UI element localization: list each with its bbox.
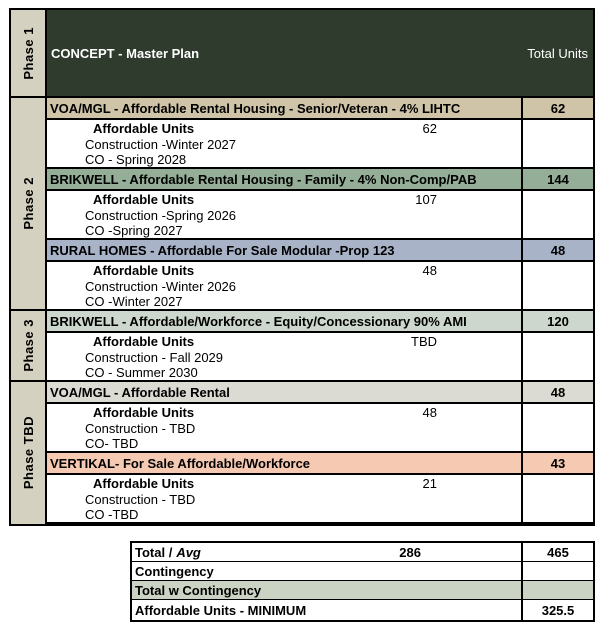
construction-date: Construction -Winter 2026 — [85, 278, 237, 294]
project-detail-row — [47, 475, 593, 524]
project-details — [47, 120, 521, 167]
table-header-row — [47, 10, 593, 98]
project-name: BRIKWELL - Affordable Rental Housing - Family - 4% Non-Comp/PAB — [50, 171, 477, 187]
affordable-units-value: 62 — [422, 121, 437, 136]
project-details — [47, 404, 521, 451]
affordable-units-value: 48 — [422, 263, 437, 278]
total-units-cell-empty — [521, 120, 593, 167]
project-row — [47, 98, 593, 120]
project-detail-row — [47, 262, 593, 311]
affordable-units-label: Affordable Units — [93, 334, 195, 349]
project-name: VOA/MGL - Affordable Rental Housing - Senior/Veteran - 4% LIHTC — [50, 100, 461, 116]
co-date: CO -Winter 2027 — [85, 294, 183, 309]
affordable-units-value: TBD — [411, 334, 437, 349]
construction-date: Construction - TBD — [85, 420, 196, 436]
phase-cell-1 — [11, 10, 45, 98]
total-w-contingency-label: Total w Contingency — [135, 582, 262, 598]
project-detail-row — [47, 120, 593, 169]
total-units-cell-empty — [521, 404, 593, 451]
project-detail-row — [47, 404, 593, 453]
project-row — [47, 169, 593, 191]
summary-affordable-minimum — [132, 603, 521, 618]
total-units-grand-total: 465 — [521, 543, 593, 561]
summary-total-w-contingency — [132, 583, 521, 598]
project-name: VOA/MGL - Affordable Rental — [50, 384, 230, 400]
avg-label-italic: Avg — [176, 544, 201, 560]
affordable-units-label: Affordable Units — [93, 192, 195, 207]
project-details — [47, 262, 521, 309]
master-plan-table — [9, 8, 595, 526]
project-total-units: 48 — [521, 240, 593, 260]
affordable-minimum-label: Affordable Units - MINIMUM — [135, 602, 307, 618]
affordable-units-value: 107 — [415, 192, 437, 207]
project-total-units: 62 — [521, 98, 593, 118]
total-w-contingency-total-units — [521, 581, 593, 599]
total-units-cell-empty — [521, 191, 593, 238]
total-units-column-header: Total Units — [527, 45, 588, 61]
construction-date: Construction -Spring 2026 — [85, 207, 237, 223]
contingency-total-units — [521, 562, 593, 580]
total-affordable-value: 286 — [399, 544, 421, 560]
total-units-cell-empty — [521, 333, 593, 380]
affordable-units-label: Affordable Units — [93, 263, 195, 278]
construction-date: Construction - Fall 2029 — [85, 349, 224, 365]
project-detail-row — [47, 191, 593, 240]
project-total-units: 48 — [521, 382, 593, 402]
project-details — [47, 191, 521, 238]
contingency-label: Contingency — [135, 563, 214, 579]
affordable-units-label: Affordable Units — [93, 405, 195, 420]
summary-row-total-w-contingency — [132, 581, 593, 600]
project-details — [47, 333, 521, 380]
phase-cell-3 — [11, 311, 45, 382]
affordable-units-label: Affordable Units — [93, 476, 195, 491]
project-detail-row — [47, 333, 593, 382]
phase-column — [11, 10, 47, 524]
project-total-units: 43 — [521, 453, 593, 473]
page-title: CONCEPT - Master Plan — [51, 45, 200, 61]
summary-row-total-avg — [132, 543, 593, 562]
phase-tbd-label: Phase TBD — [20, 416, 36, 490]
co-date: CO - Spring 2028 — [85, 152, 187, 167]
phase-2-label: Phase 2 — [20, 177, 36, 230]
construction-date: Construction -Winter 2027 — [85, 136, 237, 152]
project-name: RURAL HOMES - Affordable For Sale Modular -Prop 123 — [50, 242, 395, 258]
summary-row-affordable-minimum — [132, 600, 593, 620]
phase-cell-tbd — [11, 382, 45, 524]
construction-date: Construction - TBD — [85, 491, 196, 507]
project-name: VERTIKAL- For Sale Affordable/Workforce — [50, 455, 311, 471]
co-date: CO - Summer 2030 — [85, 365, 198, 380]
table-content — [47, 10, 593, 524]
co-date: CO -TBD — [85, 507, 139, 522]
project-name: BRIKWELL - Affordable/Workforce - Equity/Concessionary 90% AMI — [50, 313, 467, 329]
summary-row-contingency — [132, 562, 593, 581]
co-date: CO- TBD — [85, 436, 139, 451]
phase-1-label: Phase 1 — [20, 26, 36, 80]
project-row — [47, 453, 593, 475]
project-total-units: 120 — [521, 311, 593, 331]
total-units-cell-empty — [521, 475, 593, 522]
project-row — [47, 240, 593, 262]
affordable-units-value: 21 — [422, 476, 437, 491]
affordable-minimum-total-units: 325.5 — [521, 600, 593, 620]
co-date: CO -Spring 2027 — [85, 223, 183, 238]
total-units-cell-empty — [521, 262, 593, 309]
affordable-units-label: Affordable Units — [93, 121, 195, 136]
summary-contingency — [132, 564, 521, 579]
summary-table — [130, 541, 595, 622]
project-row — [47, 382, 593, 404]
total-avg-label: Total / — [135, 544, 173, 560]
project-row — [47, 311, 593, 333]
affordable-units-value: 48 — [422, 405, 437, 420]
summary-total-avg — [132, 545, 521, 560]
project-total-units: 144 — [521, 169, 593, 189]
phase-cell-2 — [11, 98, 45, 311]
project-details — [47, 475, 521, 522]
phase-3-label: Phase 3 — [20, 319, 36, 372]
